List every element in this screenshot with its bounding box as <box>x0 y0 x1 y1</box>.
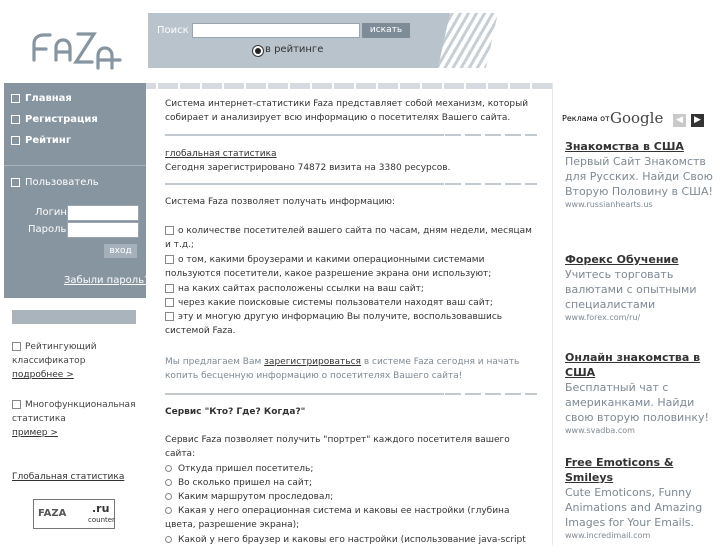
feature-text: на каких сайтах расположены ссылки на ваш сайт; <box>178 284 424 294</box>
list-item-text: Во сколько пришел на сайт; <box>178 478 312 488</box>
checkbox-icon <box>165 284 174 293</box>
bullet-icon <box>165 493 172 500</box>
today-stats: Сегодня зарегистрировано 74872 визита на 3380 ресурсов. <box>165 163 451 173</box>
ad-text: Учитесь торговать валютами с опытными специалистами <box>565 268 697 311</box>
bullet-icon <box>165 507 172 514</box>
global-stats-link[interactable]: Глобальная статистика <box>12 472 125 482</box>
ad-url[interactable]: www.svadba.com <box>565 426 635 435</box>
password-field[interactable] <box>67 222 139 238</box>
ad-item <box>565 455 715 542</box>
search-input[interactable] <box>192 23 360 38</box>
google-logo: Google <box>610 109 664 127</box>
feature-item <box>165 310 537 338</box>
login-button[interactable]: вход <box>104 244 137 258</box>
checkbox-icon <box>11 178 20 187</box>
more-link[interactable]: подробнее > <box>12 370 74 380</box>
checkbox-icon <box>11 94 20 103</box>
bullet-icon <box>165 479 172 486</box>
list-item-text: Какой у него браузер и каковы его настройки (использование java-script <box>178 535 526 545</box>
sidebar-item-label: Главная <box>25 93 72 104</box>
feature-text: эту и многую другую информацию Вы получите, воспользовавшись системой Faza. <box>165 312 503 336</box>
user-heading <box>11 177 99 188</box>
checkbox-icon <box>11 136 20 145</box>
feature-text: о количестве посетителей вашего сайта по часам, дням недели, месяцам и т.д.; <box>165 226 532 250</box>
ad-title-link[interactable]: Онлайн знакомства в США <box>565 351 701 379</box>
ad-text: Бесплатный чат с американками. Найди свою вторую половинку! <box>565 381 709 424</box>
ad-item <box>565 350 715 437</box>
offer-suffix: в системе Faza сегодня и начать копить бесценную информацию о посетителях Вашего сайта! <box>165 357 520 381</box>
ad-title-link[interactable]: Знакомства в США <box>565 140 684 153</box>
checkbox-icon <box>165 312 174 321</box>
list-item-text: Каким маршрутом проследовал; <box>178 492 334 502</box>
ad-text: Первый Сайт Знакомств для Русских. Найди Свою Вторую Половину в США! <box>565 155 713 198</box>
service-text: Сервис Faza позволяет получить "портрет" каждого посетителя вашего сайта: <box>165 435 510 459</box>
checkbox-icon <box>11 115 20 124</box>
sidebar-divider <box>4 165 146 166</box>
list-item <box>165 476 537 490</box>
multi-stats-block <box>12 398 142 440</box>
rating-classifier-block <box>12 340 142 382</box>
bullet-icon <box>165 465 172 472</box>
intro-text: Система интернет-статистики Faza представляет собой механизм, который собирает и анализирует всю информацию о посетителях Вашего сайта. <box>165 99 529 123</box>
sidebar-item-rating[interactable] <box>11 135 71 146</box>
sidebar-item-registration[interactable] <box>11 114 98 125</box>
password-label: Пароль <box>28 224 67 235</box>
user-heading-label: Пользователь <box>25 177 99 188</box>
divider <box>165 134 537 136</box>
ad-item <box>565 252 715 324</box>
feature-item <box>165 296 537 310</box>
feature-text: через какие поисковые системы пользователи находят ваш сайт; <box>178 298 493 308</box>
checkbox-icon <box>165 255 174 264</box>
divider <box>165 393 537 395</box>
bullet-icon <box>165 536 172 543</box>
ads-by-label: Реклама от <box>562 114 610 123</box>
ad-url[interactable]: www.forex.com/ru/ <box>565 313 641 322</box>
list-item <box>165 462 537 476</box>
faza-logo[interactable] <box>28 20 128 72</box>
divider <box>165 183 537 185</box>
login-field[interactable] <box>67 205 139 221</box>
search-button[interactable]: искать <box>362 23 410 38</box>
offer-prefix: Мы предлагаем Вам <box>165 357 265 367</box>
global-stats-link[interactable]: глобальная статистика <box>165 149 277 159</box>
rating-radio[interactable] <box>252 45 264 57</box>
checkbox-icon <box>12 400 21 409</box>
feature-text: о том, какими броузерами и какими операционными системами пользуются посетители, какое разрешение экрана они используют; <box>165 255 492 279</box>
sidebar-item-label: Регистрация <box>25 114 98 125</box>
forgot-password-link[interactable]: Забыли пароль? <box>64 275 150 286</box>
feature-item <box>165 282 537 296</box>
ad-text: Cute Emoticons, Funny Animations and Amazing Images for Your Emails. <box>565 486 703 529</box>
sidebar-bar <box>12 310 136 324</box>
rating-radio-label: в рейтинге <box>265 44 324 55</box>
counter-label: counter <box>88 516 115 524</box>
login-label: Логин <box>35 207 67 218</box>
ad-url[interactable]: www.incredimail.com <box>565 531 651 540</box>
list-item <box>165 490 537 504</box>
offer-text <box>165 355 537 383</box>
checkbox-icon <box>165 298 174 307</box>
list-item <box>165 504 537 532</box>
register-link[interactable]: зарегистрироваться <box>264 357 361 367</box>
feature-item <box>165 253 537 281</box>
counter-tld: .ru <box>92 502 110 515</box>
block-text: Многофункциональная статистика <box>12 400 136 424</box>
checkbox-icon <box>12 342 21 351</box>
feature-item <box>165 224 537 252</box>
sidebar-item-label: Рейтинг <box>25 135 72 146</box>
block-text: Рейтингующий классификатор <box>12 342 97 366</box>
ad-url[interactable]: www.russianhearts.us <box>565 200 653 209</box>
allows-text: Система Faza позволяет получать информацию: <box>165 197 396 207</box>
ad-title-link[interactable]: Free Emoticons & Smileys <box>565 456 674 484</box>
sidebar-item-home[interactable] <box>11 93 72 104</box>
checkbox-icon <box>165 226 174 235</box>
ad-item <box>565 139 715 211</box>
ads-next-button[interactable]: ▶ <box>691 114 704 127</box>
faza-counter-badge[interactable] <box>33 499 115 529</box>
service-title: Сервис "Кто? Где? Когда?" <box>165 407 306 417</box>
ads-prev-button[interactable]: ◀ <box>673 114 686 127</box>
example-link[interactable]: пример > <box>12 428 58 438</box>
list-item-text: Откуда пришел посетитель; <box>178 464 314 474</box>
counter-brand: FAZA <box>38 508 67 519</box>
search-label: Поиск <box>157 25 189 36</box>
ad-title-link[interactable]: Форекс Обучение <box>565 253 679 266</box>
list-item-text: Какая у него операционная система и каковы ее настройки (глубина цвета, разрешение экрана); <box>165 506 510 530</box>
